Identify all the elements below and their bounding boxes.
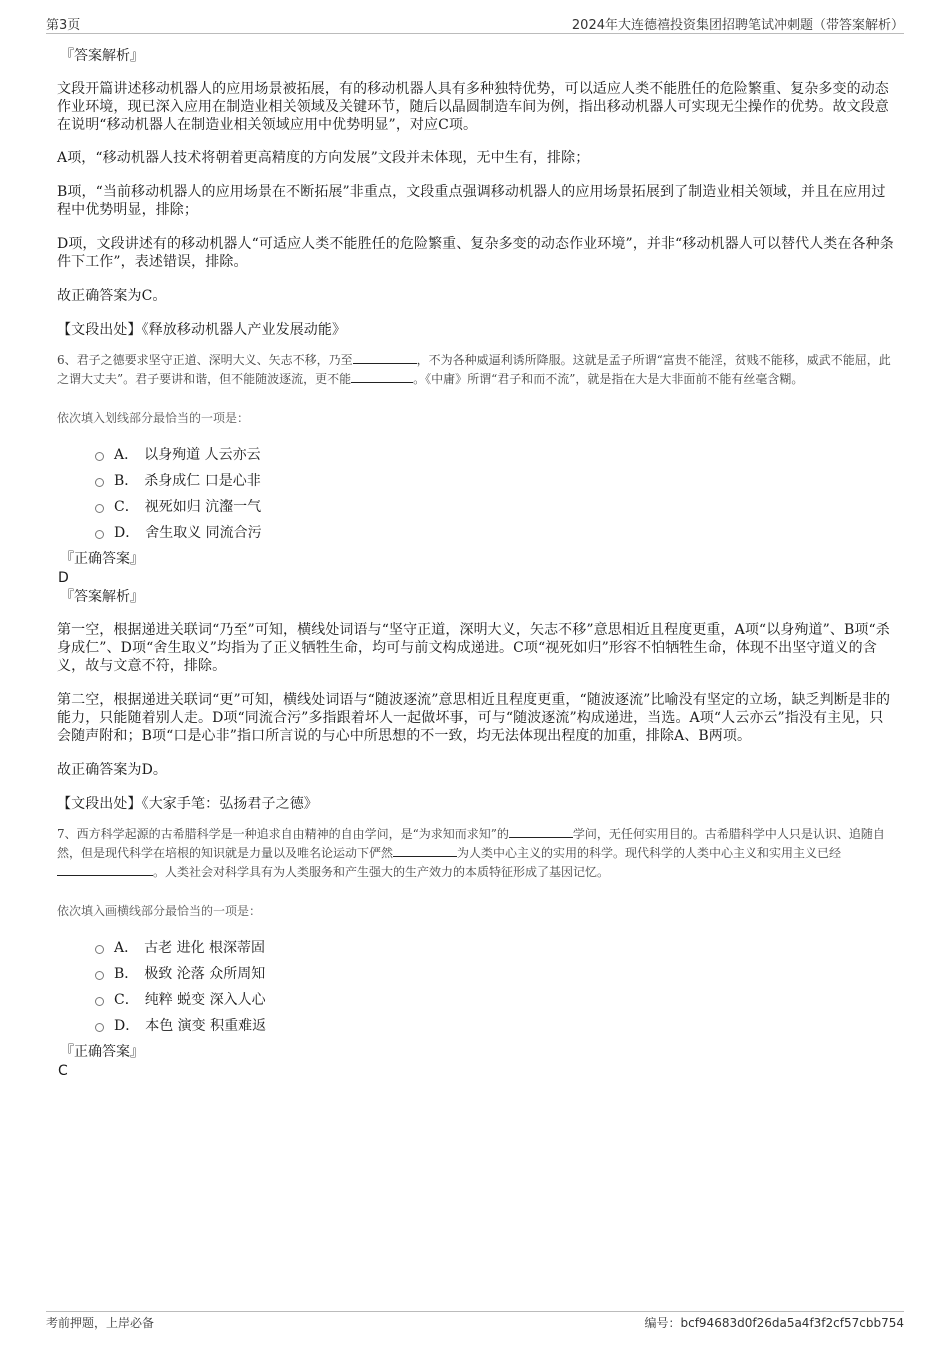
question-instruction: 依次填入画横线部分最恰当的一项是： <box>57 904 262 918</box>
option-d[interactable] <box>95 519 895 545</box>
option-a[interactable] <box>95 934 895 960</box>
options-list <box>95 934 895 1038</box>
options-list <box>95 441 895 545</box>
radio-button[interactable] <box>95 478 104 487</box>
blank-line <box>57 863 153 876</box>
analysis-heading: 『答案解析』 <box>60 48 144 64</box>
option-text: 以身殉道 人云亦云 <box>144 447 261 463</box>
radio-button[interactable] <box>95 1023 104 1032</box>
conclusion-text: 故正确答案为C。 <box>57 288 167 304</box>
radio-button[interactable] <box>95 971 104 980</box>
option-a[interactable] <box>95 441 895 467</box>
option-text: 舍生取义 同流合污 <box>145 525 262 541</box>
radio-button[interactable] <box>95 997 104 1006</box>
source-citation: 【文段出处】《释放移动机器人产业发展动能》 <box>57 322 347 338</box>
option-c[interactable] <box>95 493 895 519</box>
analysis-paragraph: 第一空，根据递进关联词“乃至”可知，横线处词语与“坚守正道，深明大义，矢志不移”意思相近且程度更重，A项“以身殉道”、B项“杀身成仁”、D项“舍生取义”均指为了正义牺牲生命，均可与前文构成递进。C项“视死如归”形容不怕牺牲生命，体现不出坚守道义的含义，故与文意不符，排除。 <box>57 622 890 674</box>
option-letter: B． <box>114 473 139 489</box>
footer-slogan: 考前押题，上岸必备 <box>46 1316 155 1330</box>
analysis-heading: 『答案解析』 <box>60 589 144 605</box>
question-text-part: 。《中庸》所谓“君子和而不流”，就是指在大是大非面前不能有丝毫含糊。 <box>413 372 804 386</box>
correct-answer-heading: 『正确答案』 <box>60 1044 144 1060</box>
analysis-paragraph: A项，“移动机器人技术将朝着更高精度的方向发展”文段并未体现，无中生有，排除； <box>57 150 590 166</box>
correct-answer: D <box>58 570 69 586</box>
option-d[interactable] <box>95 1012 895 1038</box>
page-header <box>46 14 904 32</box>
question-text-part: 6、君子之德要求坚守正道、深明大义、矢志不移，乃至 <box>57 353 353 367</box>
option-text: 视死如归 沆瀣一气 <box>144 499 262 515</box>
radio-button[interactable] <box>95 945 104 954</box>
question-text-part: 。人类社会对科学具有为人类服务和产生强大的生产效力的本质特征形成了基因记忆。 <box>153 865 610 879</box>
source-citation: 【文段出处】《大家手笔：弘扬君子之德》 <box>57 796 318 812</box>
question-text-part: 为人类中心主义的实用的科学。现代科学的人类中心主义和实用主义已经 <box>457 846 842 860</box>
blank-line <box>509 825 573 838</box>
blank-line <box>351 370 413 383</box>
page-footer <box>46 1314 904 1332</box>
option-text: 纯粹 蜕变 深入人心 <box>144 992 266 1008</box>
option-b[interactable] <box>95 960 895 986</box>
option-letter: C． <box>114 499 139 515</box>
analysis-paragraph: B项，“当前移动机器人的应用场景在不断拓展”非重点，文段重点强调移动机器人的应用场景拓展到了制造业相关领域，并且在应用过程中优势明显，排除； <box>57 184 886 218</box>
question-instruction: 依次填入划线部分最恰当的一项是： <box>57 411 250 425</box>
correct-answer-heading: 『正确答案』 <box>60 551 144 567</box>
option-letter: B． <box>114 966 139 982</box>
question-text-part: ，不为各种威逼利诱所降服。这就是孟子所谓“富贵不能淫，贫贱不能移，威武不能屈，此之谓大丈夫”。君子要讲和谐，但不能随波逐流，更不能 <box>57 353 891 386</box>
blank-line <box>393 844 457 857</box>
correct-answer: C <box>58 1063 68 1079</box>
option-text: 杀身成仁 口是心非 <box>144 473 261 489</box>
blank-line <box>353 351 417 364</box>
analysis-paragraph: D项，文段讲述有的移动机器人“可适应人类不能胜任的危险繁重、复杂多变的动态作业环境”，并非“移动机器人可以替代人类在各种条件下工作”，表述错误，排除。 <box>57 236 894 270</box>
document-code: 编号：bcf94683d0f26da5a4f3f2cf57cbb754 <box>644 1316 904 1330</box>
analysis-paragraph: 文段开篇讲述移动机器人的应用场景被拓展，有的移动机器人具有多种独特优势，可以适应人类不能胜任的危险繁重、复杂多变的动态作业环境，现已深入应用在制造业相关领域及关键环节，随后以晶圆制造车间为例，指出移动机器人可实现无尘操作的优势。故文段意在说明“移动机器人在制造业相关领域应用中优势明显”，对应C项。 <box>57 81 889 133</box>
option-text: 古老 进化 根深蒂固 <box>144 940 266 956</box>
question-text-part: 学问，无任何实用目的。古希腊科学中人只是认识、追随自然，但是现代科学在培根的知识就是力量以及唯名论运动下俨然 <box>57 827 885 860</box>
option-letter: A． <box>114 940 139 956</box>
header-divider <box>46 33 904 34</box>
footer-divider <box>46 1311 904 1312</box>
question-6-text <box>57 351 895 389</box>
option-c[interactable] <box>95 986 895 1012</box>
radio-button[interactable] <box>95 452 104 461</box>
analysis-paragraph: 第二空，根据递进关联词“更”可知，横线处词语与“随波逐流”意思相近且程度更重，“随波逐流”比喻没有坚定的立场，缺乏判断是非的能力，只能随着别人走。D项“同流合污”多指跟着坏人一起做坏事，可与“随波逐流”构成递进，当选。A项“人云亦云”指没有主见，只会随声附和；B项“口是心非”指口所言说的与心中所思想的不一致，均无法体现出程度的加重，排除A、B两项。 <box>57 692 891 744</box>
main-content <box>57 46 895 1080</box>
page-number: 第3页 <box>46 18 81 33</box>
document-title: 2024年大连德禧投资集团招聘笔试冲刺题（带答案解析） <box>571 18 904 33</box>
option-b[interactable] <box>95 467 895 493</box>
option-text: 极致 沦落 众所周知 <box>144 966 266 982</box>
option-letter: A． <box>114 447 139 463</box>
conclusion-text: 故正确答案为D。 <box>57 762 168 778</box>
radio-button[interactable] <box>95 530 104 539</box>
option-letter: D． <box>114 525 140 541</box>
option-letter: C． <box>114 992 139 1008</box>
question-7-text <box>57 825 895 882</box>
radio-button[interactable] <box>95 504 104 513</box>
option-letter: D． <box>114 1018 140 1034</box>
option-text: 本色 演变 积重难返 <box>145 1018 267 1034</box>
question-text-part: 7、西方科学起源的古希腊科学是一种追求自由精神的自由学问，是“为求知而求知”的 <box>57 827 509 841</box>
